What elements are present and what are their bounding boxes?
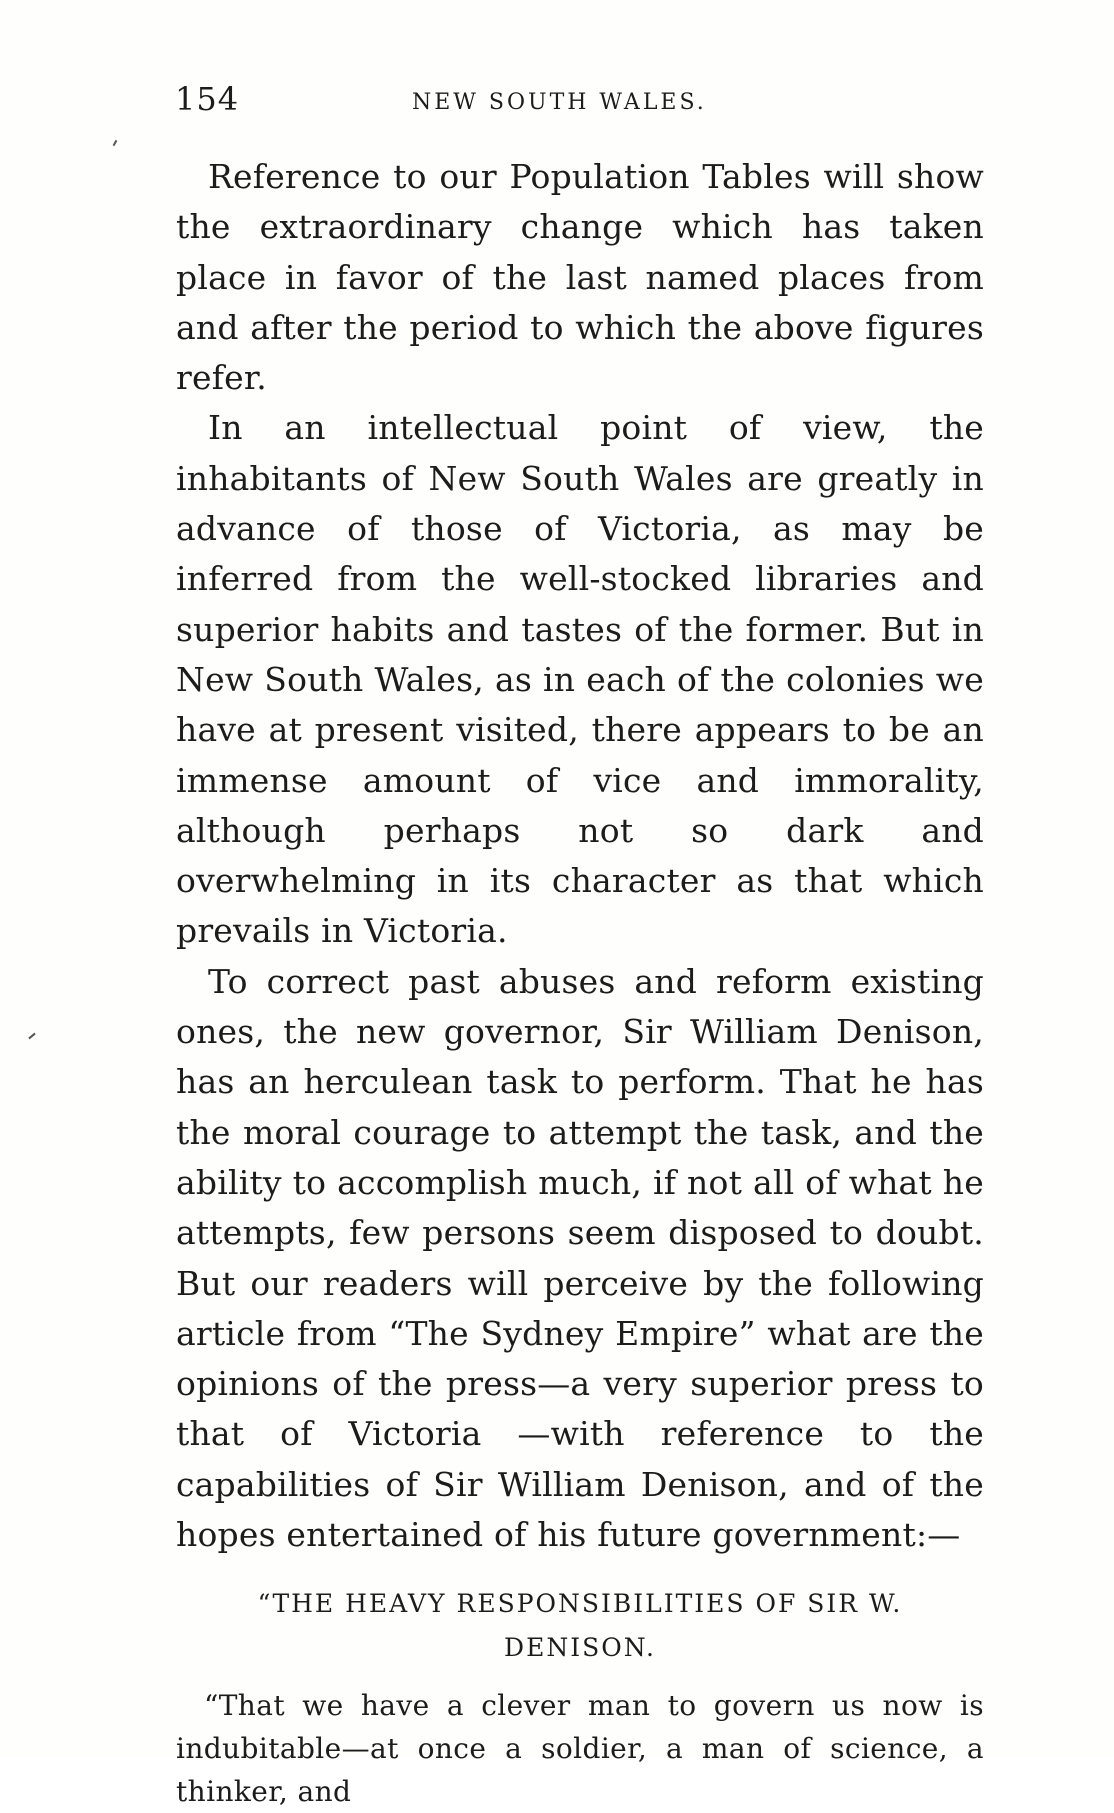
page-number: 154 <box>175 80 240 118</box>
body-text <box>176 152 984 1813</box>
article-opening: “That we have a clever man to govern us now is indubitable—at once a soldier, a man of science, a thinker, and <box>176 1689 984 1809</box>
margin-mark <box>28 1033 35 1040</box>
paragraph: To correct past abuses and reform existing ones, the new governor, Sir William Denison, has an herculean task to perform. That he has the moral courage to attempt the task, and the ability to accomplish much, if not all of what he attempts, few persons seem disposed to doubt. But our readers will perceive by the following article from “The Sydney Empire” what are the opinions of the press—a very superior press to that of Victoria —with reference to the capabilities of Sir William Denison, and of the hopes entertained of his future government:— <box>176 961 984 1555</box>
paragraph: In an intellectual point of view, the inhabitants of New South Wales are greatly in advance of those of Victoria, as may be inferred from the well-stocked libraries and superior habits and tastes of the former. But in New South Wales, as in each of the colonies we have at present visited, there appears to be an immense amount of vice and immorality, although perhaps not so dark and overwhelming in its character as that which prevails in Victoria. <box>176 408 984 951</box>
running-title: NEW SOUTH WALES. <box>412 90 707 115</box>
article-heading: “THE HEAVY RESPONSIBILITIES OF SIR W. DENISON. <box>257 1589 903 1663</box>
margin-mark <box>113 140 118 146</box>
page-header <box>175 80 995 130</box>
paragraph: Reference to our Population Tables will show the extraordinary change which has taken place in favor of the last named places from and after the period to which the above figures refer. <box>176 157 984 398</box>
